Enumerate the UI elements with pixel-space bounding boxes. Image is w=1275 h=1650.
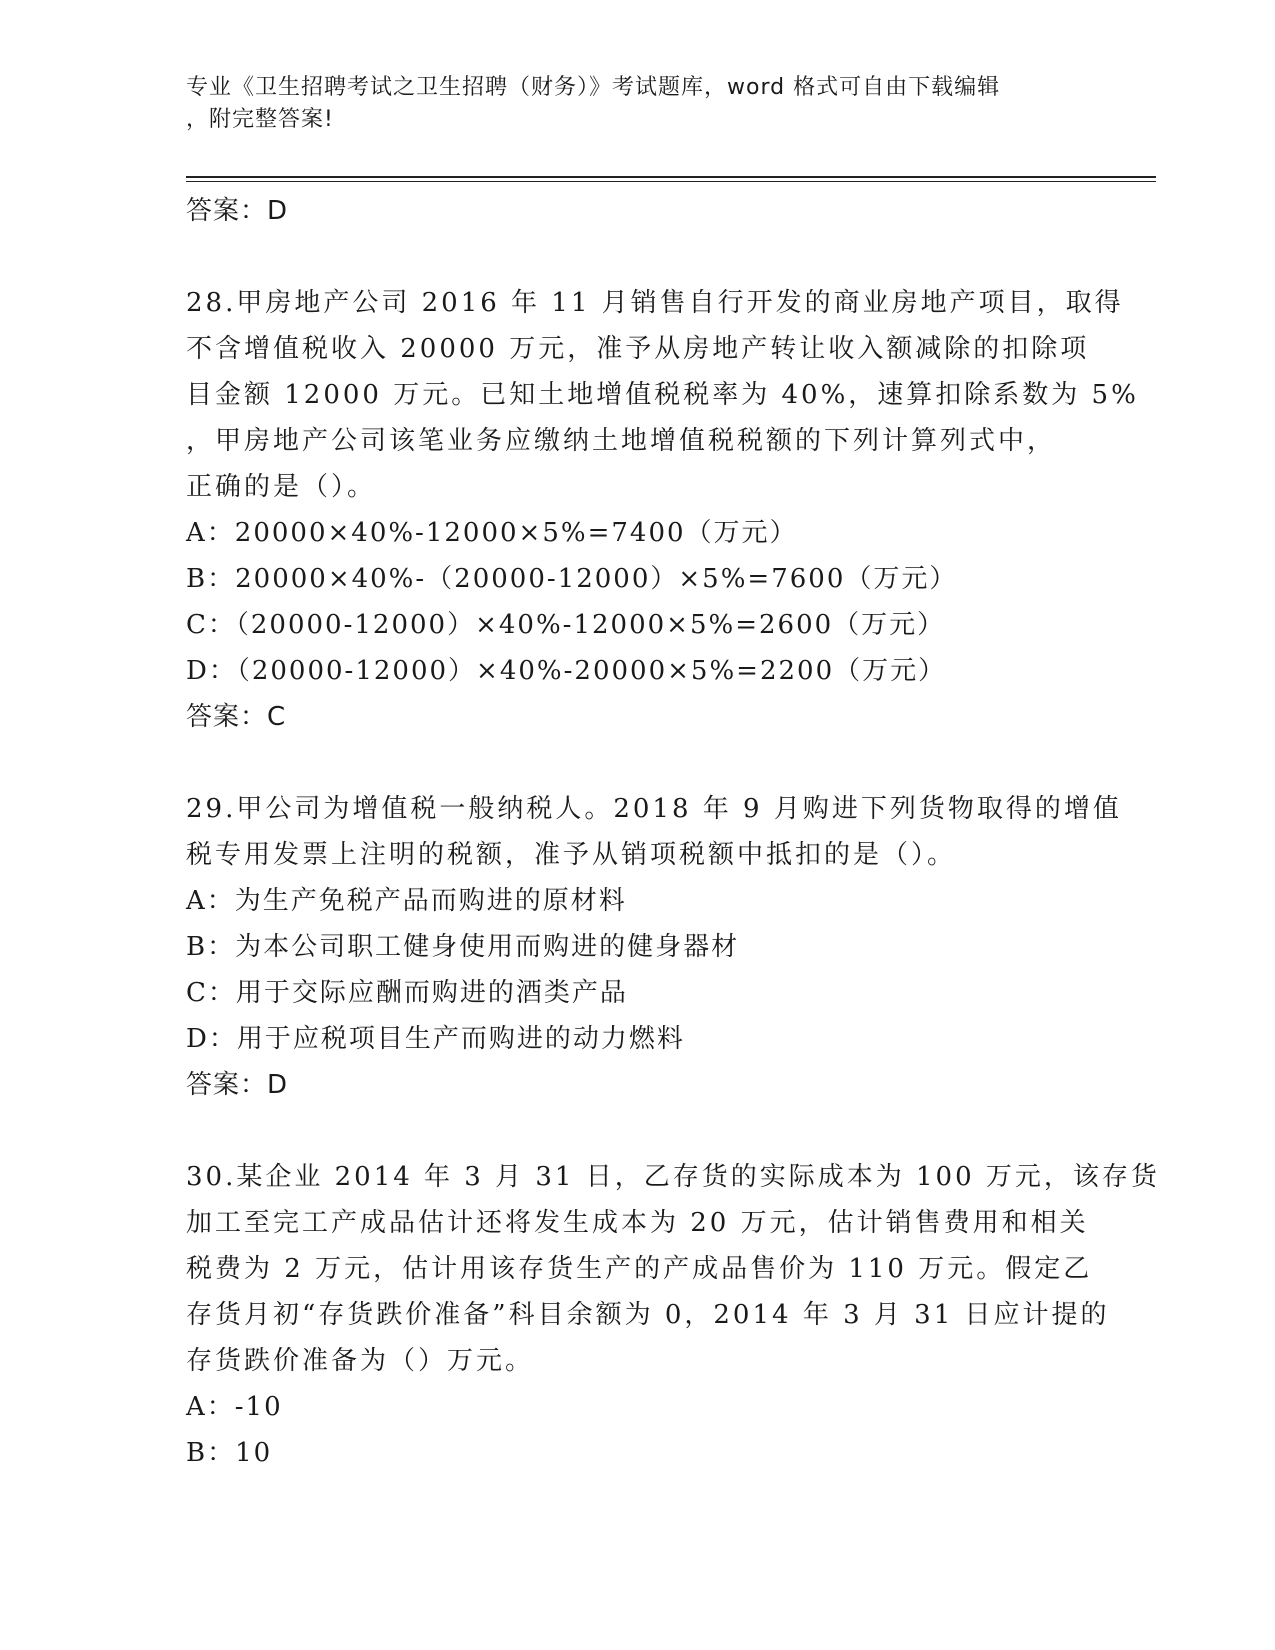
option-c: C：（20000-12000）×40%-12000×5%=2600（万元） xyxy=(186,610,946,640)
option-c: C：用于交际应酬而购进的酒类产品 xyxy=(186,978,628,1008)
question-text-line: 30.某企业 2014 年 3 月 31 日，乙存货的实际成本为 100 万元，该存货 xyxy=(186,1162,1160,1192)
option-d: D：（20000-12000）×40%-20000×5%=2200（万元） xyxy=(186,656,947,686)
question-text-line: 存货跌价准备为（）万元。 xyxy=(186,1346,535,1376)
option-b: B：10 xyxy=(186,1438,273,1468)
question-29 xyxy=(186,786,1122,1108)
question-text-line: 29.甲公司为增值税一般纳税人。2018 年 9 月购进下列货物取得的增值 xyxy=(186,794,1122,824)
question-text-line: 税专用发票上注明的税额，准予从销项税额中抵扣的是（）。 xyxy=(186,840,957,870)
answer-q28: 答案：C xyxy=(186,702,287,732)
question-list xyxy=(186,188,1160,1476)
header-line-1: 专业《卫生招聘考试之卫生招聘（财务）》考试题库，word 格式可自由下载编辑 xyxy=(186,75,1001,100)
question-text-line: 存货月初“存货跌价准备”科目余额为 0，2014 年 3 月 31 日应计提的 xyxy=(186,1300,1110,1330)
question-text-line: 正确的是（）。 xyxy=(186,472,377,502)
document-header xyxy=(186,72,1066,136)
question-text-line: 加工至完工产成品估计还将发生成本为 20 万元，估计销售费用和相关 xyxy=(186,1208,1089,1238)
question-text-line: ，甲房地产公司该笔业务应缴纳土地增值税税额的下列计算列式中， xyxy=(186,426,1057,456)
question-text-line: 28.甲房地产公司 2016 年 11 月销售自行开发的商业房地产项目，取得 xyxy=(186,288,1124,318)
header-divider xyxy=(186,176,1156,178)
header-divider-thin xyxy=(186,181,1156,182)
header-line-2: ，附完整答案! xyxy=(186,107,334,132)
question-28 xyxy=(186,280,1139,740)
question-text-line: 税费为 2 万元，估计用该存货生产的产成品售价为 110 万元。假定乙 xyxy=(186,1254,1093,1284)
option-b: B：为本公司职工健身使用而购进的健身器材 xyxy=(186,932,740,962)
option-a: A：为生产免税产品而购进的原材料 xyxy=(186,886,627,916)
question-30 xyxy=(186,1154,1160,1476)
answer-q29: 答案：D xyxy=(186,1070,289,1100)
answer-q27: 答案：D xyxy=(186,196,289,226)
option-d: D：用于应税项目生产而购进的动力燃料 xyxy=(186,1024,685,1054)
option-a: A：-10 xyxy=(186,1392,283,1422)
option-a: A：20000×40%-12000×5%=7400（万元） xyxy=(186,518,798,548)
question-text-line: 不含增值税收入 20000 万元，准予从房地产转让收入额减除的扣除项 xyxy=(186,334,1090,364)
option-b: B：20000×40%-（20000-12000）×5%=7600（万元） xyxy=(186,564,958,594)
question-text-line: 目金额 12000 万元。已知土地增值税税率为 40%，速算扣除系数为 5% xyxy=(186,380,1139,410)
